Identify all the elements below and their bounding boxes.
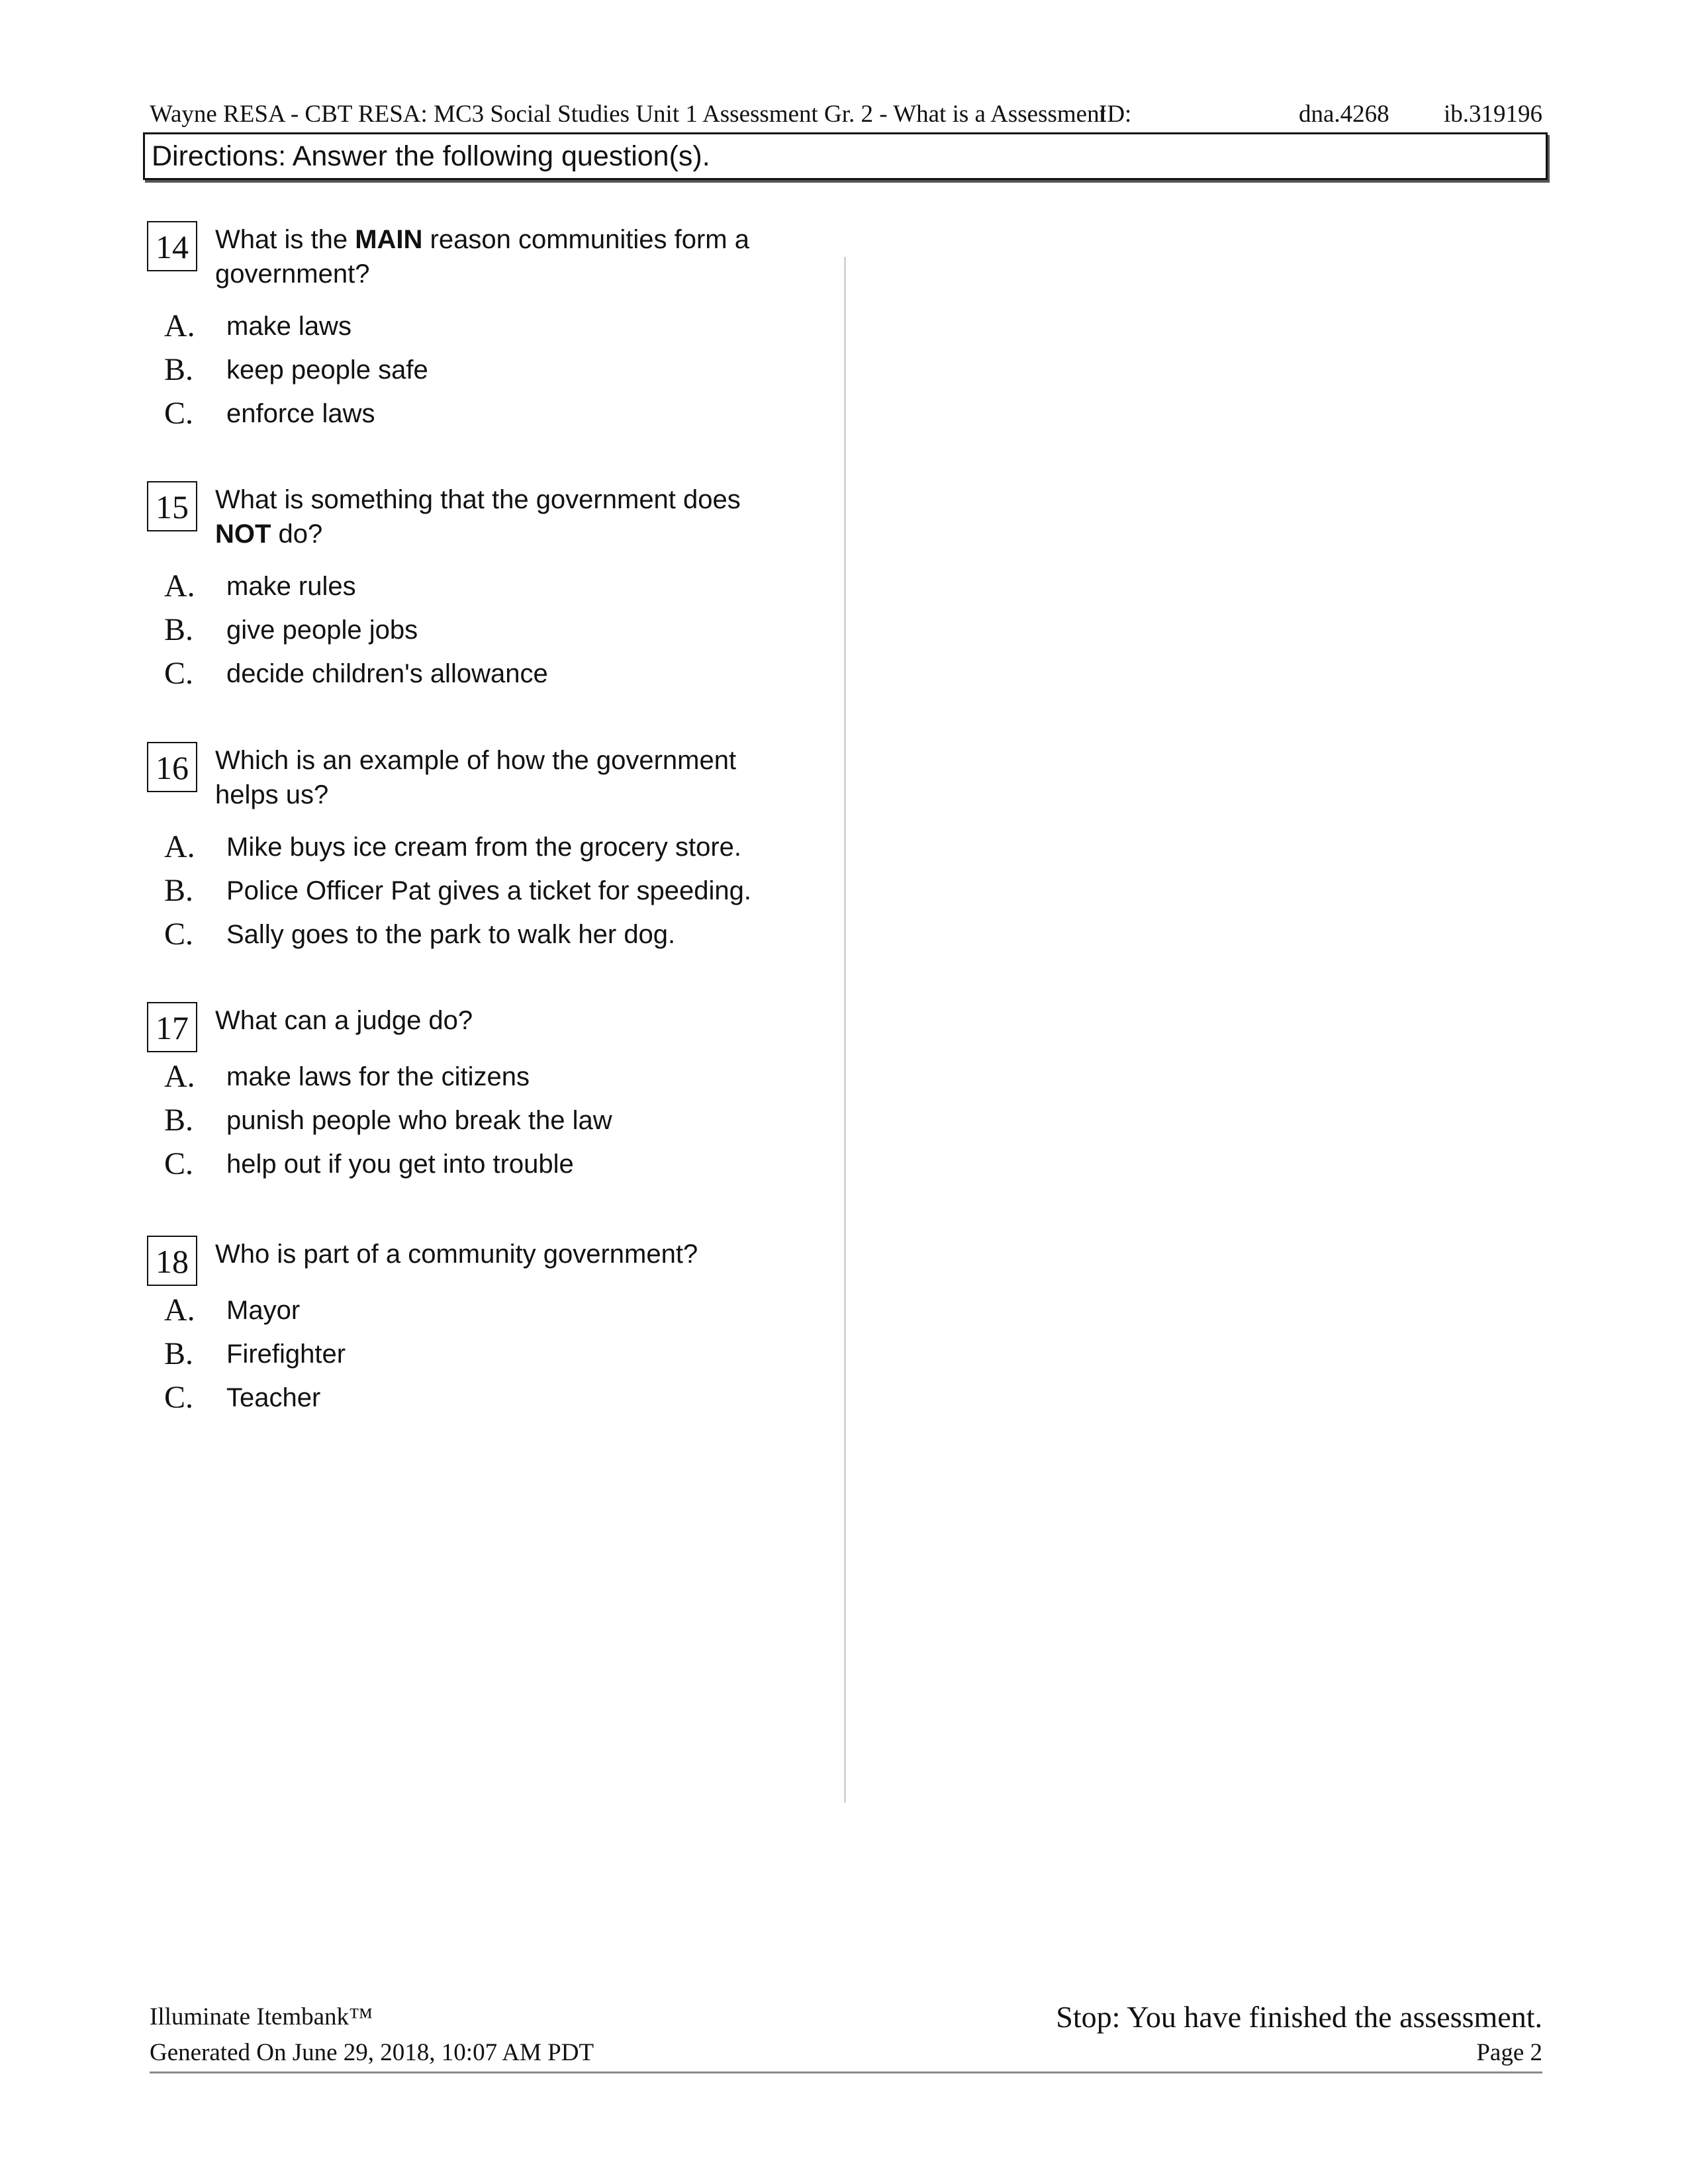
- option-letter: C.: [164, 656, 194, 691]
- stem-text: reason communities form a: [422, 225, 749, 254]
- answer-options: [164, 1289, 800, 1420]
- answer-option-a[interactable]: [164, 1289, 800, 1332]
- answer-option-b[interactable]: [164, 348, 800, 392]
- assessment-title: Wayne RESA - CBT RESA: MC3 Social Studies Unit 1 Assessment Gr. 2 - What is a Assessment: [150, 101, 1106, 128]
- answer-option-b[interactable]: [164, 608, 800, 652]
- dna-id: dna.4268: [1299, 101, 1389, 128]
- option-text: punish people who break the law: [226, 1106, 612, 1135]
- question-number: 16: [147, 742, 197, 792]
- option-text: make rules: [226, 572, 356, 601]
- option-text: enforce laws: [226, 399, 375, 428]
- column-divider: [844, 257, 846, 1803]
- stem-text: government?: [215, 259, 370, 289]
- question-stem: [215, 482, 798, 551]
- option-letter: A.: [164, 1293, 195, 1328]
- stem-emphasis: NOT: [215, 520, 271, 549]
- question-number: 14: [147, 221, 197, 271]
- answer-option-c[interactable]: [164, 392, 800, 435]
- answer-option-b[interactable]: [164, 869, 800, 913]
- option-letter: A.: [164, 829, 195, 864]
- ib-id: ib.319196: [1443, 101, 1542, 128]
- option-letter: A.: [164, 308, 195, 343]
- answer-options: [164, 304, 800, 435]
- id-label: ID:: [1099, 101, 1132, 128]
- answer-option-c[interactable]: [164, 652, 800, 696]
- page-footer: [150, 1999, 1542, 2078]
- option-text: make laws: [226, 312, 352, 341]
- directions-box: Directions: Answer the following question(s).: [143, 132, 1548, 180]
- option-letter: B.: [164, 1103, 194, 1138]
- option-text: give people jobs: [226, 615, 418, 645]
- option-letter: A.: [164, 569, 195, 604]
- answer-options: [164, 825, 800, 956]
- option-letter: B.: [164, 612, 194, 647]
- option-text: keep people safe: [226, 355, 428, 385]
- option-letter: B.: [164, 352, 194, 387]
- stem-text: What is the: [215, 225, 355, 254]
- answer-option-c[interactable]: [164, 1376, 800, 1420]
- stem-emphasis: MAIN: [355, 225, 423, 254]
- option-letter: C.: [164, 1146, 194, 1181]
- option-letter: B.: [164, 873, 194, 908]
- answer-option-c[interactable]: [164, 913, 800, 956]
- question-number: 15: [147, 481, 197, 531]
- question-stem: [215, 743, 798, 812]
- option-letter: C.: [164, 1380, 194, 1415]
- question-stem: [215, 1237, 798, 1271]
- page-number: Page 2: [1476, 2039, 1542, 2066]
- answer-option-a[interactable]: [164, 565, 800, 608]
- stop-message: Stop: You have finished the assessment.: [1056, 2000, 1542, 2034]
- stem-text: helps us?: [215, 780, 329, 809]
- stem-text: What is something that the government does: [215, 485, 741, 514]
- answer-option-b[interactable]: [164, 1332, 800, 1376]
- option-text: Teacher: [226, 1383, 321, 1412]
- question-number: 17: [147, 1002, 197, 1052]
- answer-options: [164, 1055, 800, 1186]
- footer-rule: [150, 2071, 1542, 2073]
- answer-option-a[interactable]: [164, 825, 800, 869]
- option-text: Mayor: [226, 1296, 301, 1325]
- option-letter: A.: [164, 1059, 195, 1094]
- option-text: Mike buys ice cream from the grocery store.: [226, 833, 742, 862]
- question-number: 18: [147, 1236, 197, 1286]
- question-stem: [215, 222, 798, 291]
- option-text: make laws for the citizens: [226, 1062, 530, 1091]
- stem-text: Which is an example of how the government: [215, 746, 737, 775]
- option-letter: C.: [164, 396, 194, 431]
- option-text: decide children's allowance: [226, 659, 548, 688]
- footer-brand: Illuminate Itembank™: [150, 2003, 373, 2030]
- answer-option-a[interactable]: [164, 304, 800, 348]
- stem-text: do?: [271, 520, 323, 549]
- option-text: Sally goes to the park to walk her dog.: [226, 920, 676, 949]
- option-text: Firefighter: [226, 1340, 346, 1369]
- option-letter: B.: [164, 1336, 194, 1371]
- answer-option-a[interactable]: [164, 1055, 800, 1099]
- answer-option-b[interactable]: [164, 1099, 800, 1142]
- generated-date: Generated On June 29, 2018, 10:07 AM PDT: [150, 2039, 594, 2066]
- option-letter: C.: [164, 917, 194, 952]
- option-text: help out if you get into trouble: [226, 1150, 574, 1179]
- option-text: Police Officer Pat gives a ticket for speeding.: [226, 876, 751, 905]
- answer-option-c[interactable]: [164, 1142, 800, 1186]
- stem-text: What can a judge do?: [215, 1006, 473, 1035]
- page-header: [150, 98, 1542, 131]
- answer-options: [164, 565, 800, 696]
- question-stem: [215, 1003, 798, 1038]
- stem-text: Who is part of a community government?: [215, 1240, 698, 1269]
